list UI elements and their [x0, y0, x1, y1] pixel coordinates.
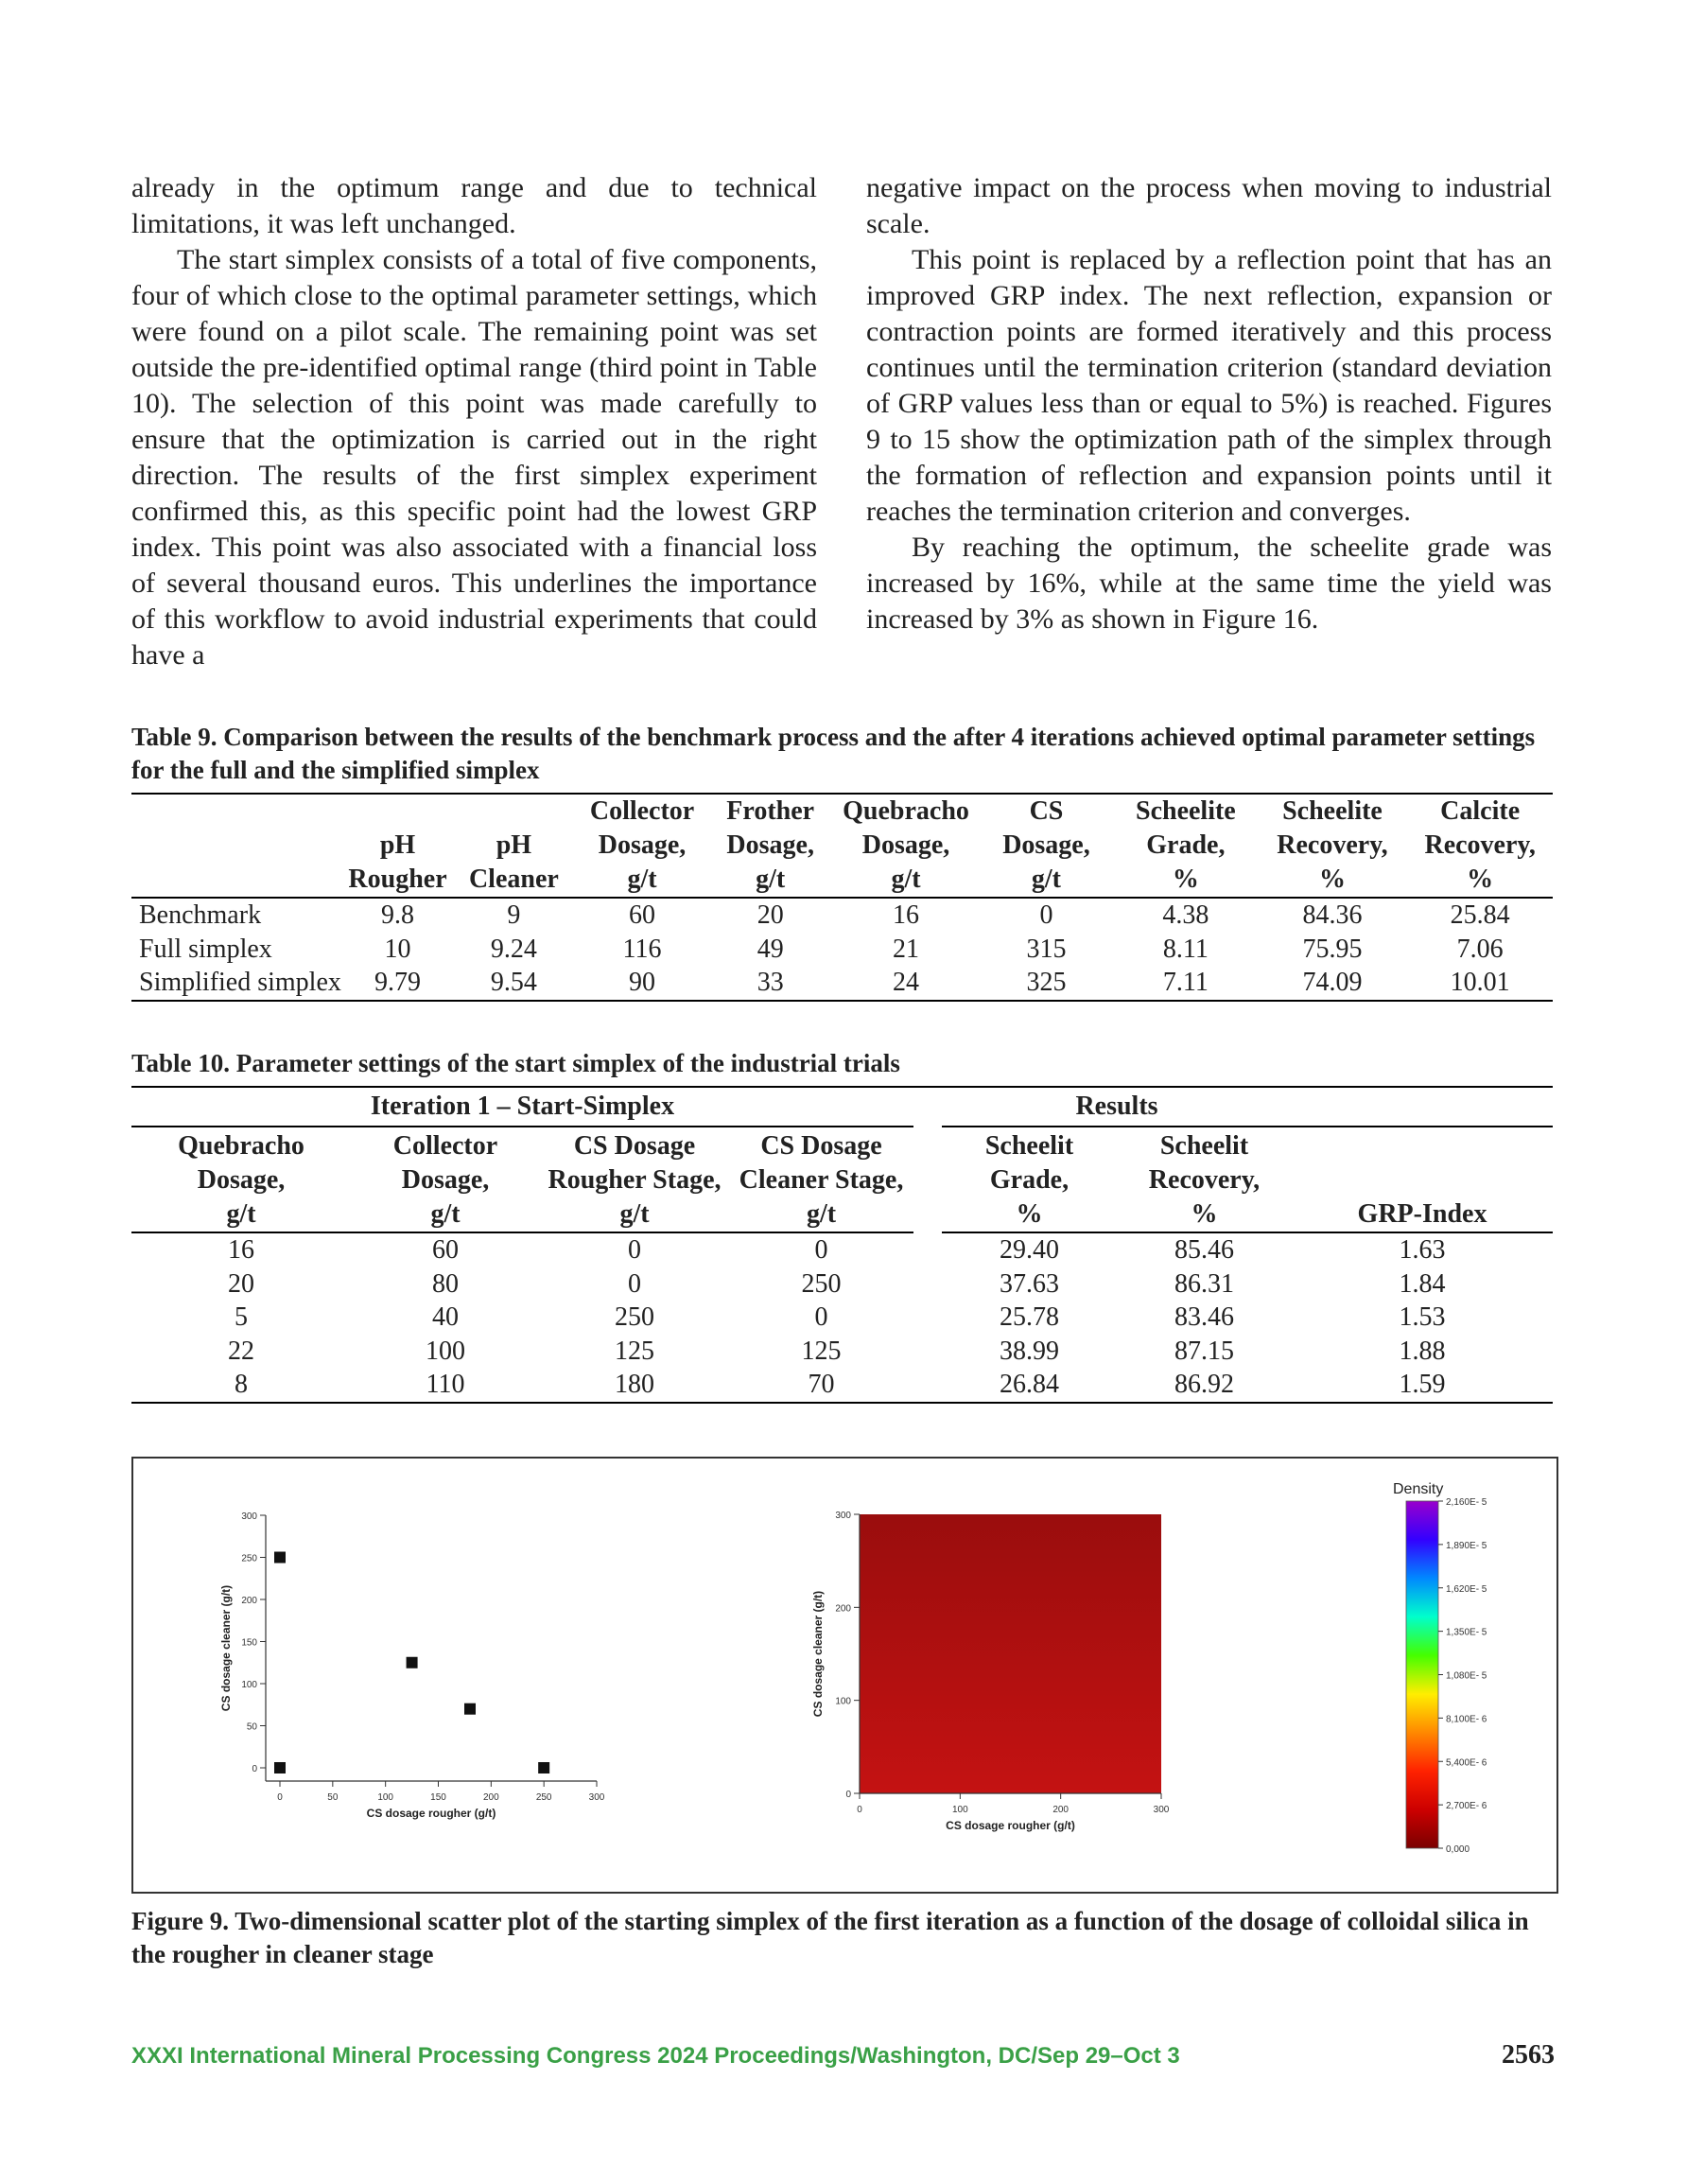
table-cell: 9.54: [490, 968, 537, 997]
figure-9: [131, 1457, 1558, 1894]
table-cell: 21: [893, 934, 920, 964]
paragraph: negative impact on the process when moving to industrial scale.: [866, 172, 1552, 239]
table-cell: 75.95: [1302, 934, 1363, 964]
table-header-cell: Collector Dosage, g/t: [589, 796, 695, 894]
table-cell: 38.99: [1000, 1336, 1059, 1366]
y-tick-label: 300: [241, 1511, 257, 1522]
table-cell: 86.92: [1174, 1370, 1234, 1399]
y-tick-label: 0: [845, 1790, 851, 1800]
table-cell: 110: [426, 1370, 465, 1399]
table-cell: 40: [432, 1302, 459, 1332]
table-cell: Simplified simplex: [139, 968, 341, 997]
scatter-point: [274, 1552, 286, 1564]
table-cell: 29.40: [1000, 1235, 1059, 1265]
table-cell: 250: [615, 1302, 654, 1332]
scatter-point: [274, 1762, 286, 1773]
table-row: [131, 898, 1553, 933]
x-tick-label: 0: [277, 1792, 283, 1803]
table-gap: [913, 1301, 942, 1335]
colorbar-tick-label: 1,620E- 5: [1446, 1583, 1487, 1595]
x-tick-label: 100: [951, 1805, 968, 1815]
table-header-cell: Quebracho Dosage, g/t: [131, 1127, 351, 1232]
colorbar-tick-label: 5,400E- 6: [1446, 1757, 1487, 1769]
table-cell: 315: [1026, 934, 1067, 964]
table-cell: 86.31: [1174, 1268, 1234, 1299]
table-cell: 325: [1026, 968, 1067, 997]
table-cell: Full simplex: [139, 934, 272, 964]
table-row: [131, 1368, 1553, 1403]
table-cell: 60: [432, 1235, 459, 1265]
colorbar-tick-label: 1,080E- 5: [1446, 1670, 1487, 1682]
paragraph: already in the optimum range and due to technical limitations, it was left unchanged.: [131, 172, 817, 239]
body-column-left: [131, 170, 817, 673]
table9: [131, 793, 1553, 1002]
colorbar-tick-label: 8,100E- 6: [1446, 1714, 1487, 1725]
x-tick-label: 100: [377, 1792, 394, 1803]
table-header-cell: Calcite Recovery, %: [1424, 796, 1536, 894]
y-tick-label: 100: [835, 1696, 851, 1707]
table-header-cell: GRP-Index: [1292, 1127, 1553, 1232]
table10-caption: Table 10. Parameter settings of the start simplex of the industrial trials: [131, 1049, 900, 1077]
y-axis-label: CS dosage cleaner (g/t): [219, 1584, 233, 1712]
table-cell: 33: [757, 968, 784, 997]
table-cell: 5: [235, 1302, 248, 1332]
table-cell: 26.84: [1000, 1370, 1059, 1399]
table-gap: [913, 1368, 942, 1403]
table-cell: 60: [629, 900, 656, 930]
table-cell: 87.15: [1174, 1336, 1234, 1366]
table-cell: 16: [893, 900, 920, 930]
y-tick-label: 100: [241, 1680, 257, 1690]
x-tick-label: 200: [482, 1792, 499, 1803]
scatter-point: [538, 1762, 549, 1773]
table-cell: 0: [814, 1235, 828, 1265]
y-tick-label: 300: [835, 1511, 851, 1521]
table-cell: 1.88: [1399, 1336, 1446, 1366]
group-header-iteration: Iteration 1 – Start-Simplex: [131, 1087, 913, 1127]
y-tick-label: 0: [252, 1764, 257, 1774]
table-row: [131, 966, 1553, 1001]
table-header-cell: Scheelite Recovery, %: [1277, 796, 1388, 894]
table9-caption: Table 9. Comparison between the results of the benchmark process and the after 4 iterations achieved optimal parameter settings for the full and the simplified simplex: [131, 723, 1536, 784]
table-row: [131, 1335, 1553, 1369]
table-header-cell: [131, 794, 344, 898]
table-cell: 9.79: [374, 968, 422, 997]
table-header-cell: CS Dosage Rougher Stage, g/t: [540, 1127, 729, 1232]
colorbar-title: Density: [1393, 1481, 1444, 1497]
table-gap: [913, 1335, 942, 1369]
table-cell: 0: [814, 1302, 828, 1332]
table-cell: 22: [228, 1336, 254, 1366]
table-cell: 8: [235, 1370, 248, 1399]
x-tick-label: 50: [327, 1792, 339, 1803]
table-cell: 7.06: [1456, 934, 1504, 964]
table-header-row: [131, 1127, 1553, 1232]
group-header-results: Results: [942, 1087, 1292, 1127]
colorbar-tick-label: 1,890E- 5: [1446, 1540, 1487, 1551]
x-tick-label: 250: [535, 1792, 552, 1803]
x-tick-label: 0: [857, 1805, 862, 1815]
table-cell: 74.09: [1302, 968, 1363, 997]
colorbar-tick-label: 0,000: [1446, 1844, 1470, 1855]
table-cell: 24: [893, 968, 920, 997]
table-cell: 0: [628, 1235, 641, 1265]
table-header-cell: Scheelit Grade, %: [942, 1127, 1117, 1232]
x-axis-label: CS dosage rougher (g/t): [946, 1819, 1075, 1832]
table-cell: 10.01: [1450, 968, 1510, 997]
table-cell: 25.84: [1450, 900, 1510, 930]
table-cell: 4.38: [1162, 900, 1209, 930]
table-cell: 84.36: [1302, 900, 1363, 930]
table-header-cell: Collector Dosage, g/t: [351, 1127, 540, 1232]
colorbar-tick-label: 2,160E- 5: [1446, 1497, 1487, 1508]
table-header-cell: Quebracho Dosage, g/t: [843, 796, 969, 894]
table-cell: 250: [801, 1268, 842, 1299]
scatter-point: [407, 1657, 418, 1669]
y-tick-label: 200: [241, 1596, 257, 1606]
figure-svg: [133, 1459, 1557, 1892]
colorbar-tick-label: 1,350E- 5: [1446, 1627, 1487, 1638]
group-gap: [913, 1087, 942, 1127]
table-cell: 80: [432, 1268, 459, 1299]
y-axis-label: CS dosage cleaner (g/t): [811, 1590, 825, 1718]
x-tick-label: 300: [588, 1792, 605, 1803]
table-cell: 20: [757, 900, 784, 930]
y-tick-label: 250: [241, 1553, 257, 1564]
table-cell: 116: [622, 934, 662, 964]
table10: [131, 1086, 1553, 1404]
table-cell: 83.46: [1174, 1302, 1234, 1332]
x-tick-label: 200: [1052, 1805, 1070, 1815]
figure-caption: Figure 9. Two-dimensional scatter plot of the starting simplex of the first iteration as a function of the dosage of colloidal silica in the rougher in cleaner stage: [131, 1907, 1529, 1968]
table-header-row: [131, 794, 1553, 898]
table-cell: 37.63: [1000, 1268, 1059, 1299]
table-row: [131, 1232, 1553, 1267]
table-gap: [913, 1267, 942, 1302]
table-header-cell: pH Rougher: [348, 830, 447, 894]
table-cell: 1.53: [1399, 1302, 1446, 1332]
table-row: [131, 1267, 1553, 1302]
y-tick-label: 150: [241, 1637, 257, 1649]
table-cell: 125: [615, 1336, 654, 1366]
paragraph: The start simplex consists of a total of five components, four of which close to the optimal parameter settings, which were found on a pilot scale. The remaining point was set outside the pre-identified optimal range (third point in Table 10). The selection of this point was made carefully to ensure that the optimization is carried out in the right direction. The results of the first simplex experiment confirmed this, as this specific point had the lowest GRP index. This point was also associated with a financial loss of several thousand euros. This underlines the importance of this workflow to avoid industrial experiments that could have a: [131, 244, 817, 671]
table-cell: 1.84: [1399, 1268, 1446, 1299]
page-number: 2563: [1502, 2040, 1555, 2070]
table-cell: 9.24: [490, 934, 537, 964]
table-cell: 25.78: [1000, 1302, 1059, 1332]
table-cell: 70: [808, 1370, 835, 1399]
table-cell: 100: [426, 1336, 465, 1366]
y-tick-label: 50: [246, 1721, 257, 1733]
table-header-cell: Scheelite Grade, %: [1136, 796, 1236, 894]
table-header-cell: CS Dosage, g/t: [1002, 796, 1090, 894]
table-cell: 49: [757, 934, 784, 964]
footer-conference: XXXI International Mineral Processing Congress 2024 Proceedings/Washington, DC/Sep 29–Oct 3: [131, 2043, 1180, 2069]
table-cell: 0: [1039, 900, 1053, 930]
table-cell: 1.59: [1399, 1370, 1446, 1399]
table-cell: 1.63: [1399, 1235, 1446, 1265]
table-cell: Benchmark: [139, 900, 262, 930]
group-header-results-extension: [1292, 1087, 1553, 1127]
colorbar-bar: [1406, 1501, 1438, 1848]
table-cell: 9.8: [381, 900, 415, 930]
paragraph: This point is replaced by a reflection point that has an improved GRP index. The next reflection, expansion or contraction points are formed iteratively and this process continues until the termination criterion (standard deviation of GRP values less than or equal to 5%) is reached. Figures 9 to 15 show the optimization path of the simplex through the formation of reflection and expansion points until it reaches the termination criterion and converges.: [866, 244, 1552, 527]
table-row: [131, 1301, 1553, 1335]
table-cell: 7.11: [1162, 968, 1209, 997]
heatmap-plot: [811, 1511, 1170, 1832]
x-tick-label: 300: [1153, 1805, 1170, 1815]
y-tick-label: 200: [835, 1603, 851, 1615]
table-cell: 8.11: [1162, 934, 1209, 964]
table-header-cell: CS Dosage Cleaner Stage, g/t: [729, 1127, 913, 1232]
x-axis-label: CS dosage rougher (g/t): [366, 1807, 496, 1820]
body-column-right: [866, 170, 1552, 638]
table-header-cell: Scheelit Recovery, %: [1117, 1127, 1292, 1232]
table-header-gap: [913, 1127, 942, 1232]
colorbar: [1393, 1481, 1487, 1855]
table-cell: 180: [615, 1370, 654, 1399]
table-header-cell: pH Cleaner: [468, 830, 559, 894]
table-cell: 10: [384, 934, 411, 964]
paragraph: By reaching the optimum, the scheelite grade was increased by 16%, while at the same time the yield was increased by 3% as shown in Figure 16.: [866, 532, 1552, 635]
table-group-row: [131, 1087, 1553, 1127]
table-row: [131, 933, 1553, 967]
table-cell: 9: [507, 900, 521, 930]
table-cell: 85.46: [1174, 1235, 1234, 1265]
table-header-cell: Frother Dosage, g/t: [726, 796, 815, 894]
x-tick-label: 150: [430, 1792, 446, 1803]
colorbar-tick-label: 2,700E- 6: [1446, 1801, 1487, 1812]
heatmap-fill: [860, 1514, 1161, 1793]
scatter-plot: [219, 1511, 605, 1820]
table-gap: [913, 1232, 942, 1267]
table-cell: 90: [629, 968, 656, 997]
table-cell: 0: [628, 1268, 641, 1299]
table-cell: 16: [228, 1235, 254, 1265]
scatter-point: [464, 1704, 476, 1715]
table-cell: 125: [801, 1336, 842, 1366]
table-cell: 20: [228, 1268, 254, 1299]
